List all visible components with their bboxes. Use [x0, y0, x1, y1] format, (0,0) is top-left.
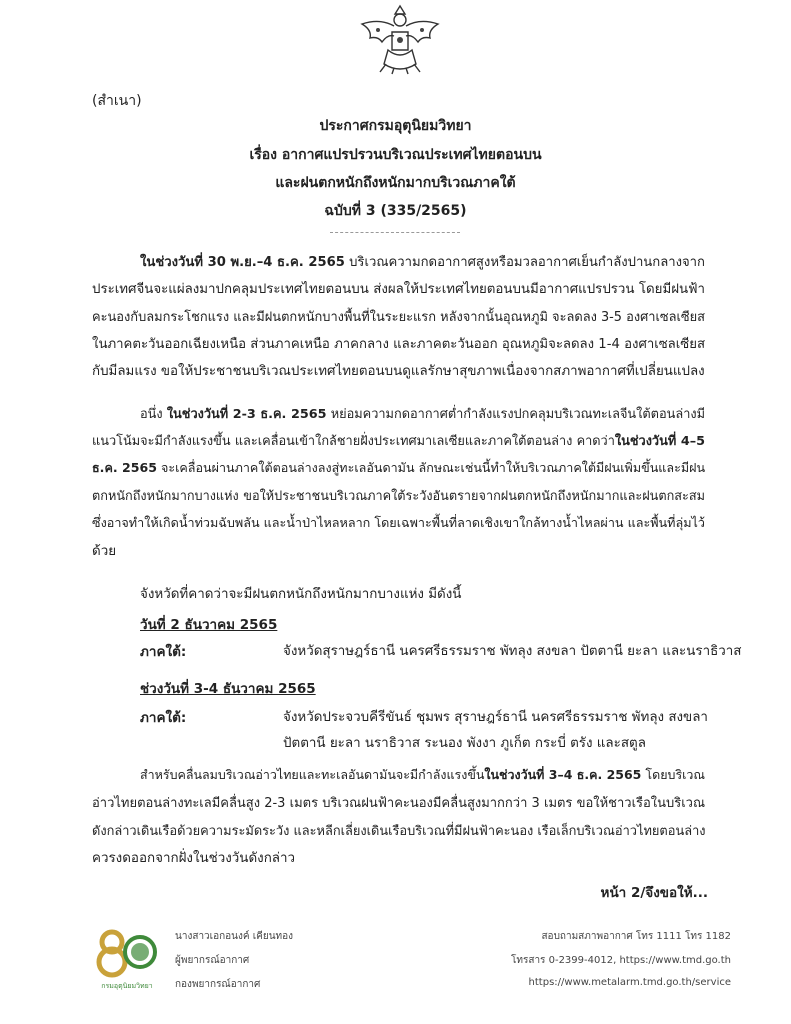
forecaster-title: ผู้พยากรณ์อากาศ [175, 955, 250, 966]
body-text-segment: ประเทศจีนจะแผ่ลงมาปกคลุมประเทศไทยตอนบน ส่งผลให้ประเทศไทยตอนบนมีอากาศแปรปรวน โดยมีฝนฟ้า [92, 282, 705, 298]
paragraph-2-line [92, 485, 705, 506]
issue-number: ฉบับที่ 3 (335/2565) [324, 203, 467, 219]
paragraph-3-line [92, 820, 705, 841]
paragraph-2-line [92, 540, 705, 561]
tmd-80th-logo [92, 924, 162, 994]
body-text-segment: โดยบริเวณ [641, 767, 706, 782]
body-text-segment: หย่อมความกดอากาศต่ำกำลังแรงปกคลุมบริเวณทะเลจีนใต้ตอนล่างมี [326, 407, 706, 422]
bold-date-text: ในช่วงวันที่ 3–4 ธ.ค. 2565 [484, 767, 642, 782]
paragraph-2-line [92, 430, 705, 451]
body-text-segment: จะเคลื่อนผ่านภาคใต้ตอนล่างลงสู่ทะเลอันดามัน ลักษณะเช่นนี้ทำให้บริเวณภาคใต้มีฝนเพิ่มขึ้นและมีฝน [156, 459, 706, 475]
body-text-segment: แนวโน้มจะมีกำลังแรงขึ้น และเคลื่อนเข้าใกล้ชายฝั่งประเทศมาเลเซียและภาคใต้ตอนล่าง คาดว่า [92, 434, 615, 450]
separator [330, 232, 460, 233]
body-text-segment: บริเวณความกดอากาศสูงหรือมวลอากาศเย็นกำลังปานกลางจาก [344, 255, 705, 270]
body-text-segment: ตกหนักถึงหนักมากบางแห่ง ขอให้ประชาชนบริเวณภาคใต้ระวังอันตรายจากฝนตกหนักถึงหนักมากและฝนตกสะสม [92, 487, 705, 503]
bold-date-text: ในช่วงวันที่ 30 พ.ย.–4 ธ.ค. 2565 [140, 255, 345, 270]
paragraph-2-line [92, 512, 705, 533]
paragraph-2-line [140, 403, 705, 424]
day1-region: ภาคใต้: [140, 644, 187, 660]
day1-provinces: จังหวัดสุราษฎร์ธานี นครศรีธรรมราช พัทลุง สงขลา ปัตตานี ยะลา และนราธิวาส [283, 644, 742, 659]
forecaster-name: นางสาวเอกอนงค์ เคียนทอง [175, 931, 294, 942]
contact-fax-web[interactable]: โทรสาร 0-2399-4012, https://www.tmd.go.th [511, 955, 731, 966]
paragraph-3-line [92, 792, 705, 813]
day2-region: ภาคใต้: [140, 710, 187, 726]
body-text-segment: ควรงดออกจากฝั่งในช่วงวันดังกล่าว [92, 850, 296, 866]
bold-date-text: ในช่วงวันที่ 2-3 ธ.ค. 2565 [166, 407, 327, 422]
body-text-segment: กับมีลมแรง ขอให้ประชาชนบริเวณประเทศไทยตอนบนดูแลรักษาสุขภาพเนื่องจากสภาพอากาศที่เปลี่ยนแปลง [92, 364, 705, 380]
body-text-segment: อนึ่ง [140, 407, 167, 422]
contact-phone: สอบถามสภาพอากาศ โทร 1111 โทร 1182 [541, 931, 731, 942]
body-text-segment: ด้วย [92, 543, 117, 559]
paragraph-3-line [92, 847, 705, 868]
bold-date-text: ในช่วงวันที่ 4–5 [614, 434, 705, 450]
logo-text: กรมอุตุนิยมวิทยา [101, 982, 153, 990]
division-name: กองพยากรณ์อากาศ [175, 979, 261, 990]
body-text-segment: ซึ่งอาจทำให้เกิดน้ำท่วมฉับพลัน และน้ำป่าไหลหลาก โดยเฉพาะพื้นที่ลาดเชิงเขาใกล้ทางน้ำไหลผ่าน และพื้นที่ลุ่มไว้ [92, 515, 705, 531]
paragraph-3-line [140, 765, 705, 785]
paragraph-1-line [92, 306, 705, 327]
announcement-title: ประกาศกรมอุตุนิยมวิทยา [319, 118, 472, 134]
garuda-emblem-icon [358, 2, 442, 76]
paragraph-1-line [140, 251, 705, 272]
body-text-segment: ในภาคตะวันออกเฉียงเหนือ ส่วนภาคเหนือ ภาคกลาง และภาคตะวันออก อุณหภูมิจะลดลง 1-4 องศาเซลเซียส [92, 336, 705, 352]
body-text-segment: คะนองกับลมกระโชกแรง และมีฝนตกหนักบางพื้นที่ในระยะแรก หลังจากนั้นอุณหภูมิ จะลดลง 3-5 องศาเซลเซียส [92, 309, 705, 325]
announcement-subject: เรื่อง อากาศแปรปรวนบริเวณประเทศไทยตอนบน [249, 147, 542, 163]
paragraph-1-line [92, 278, 705, 299]
paragraph-1-line [92, 360, 705, 381]
next-page-note: หน้า 2/จึงขอให้... [600, 885, 708, 901]
day2-provinces-line2: ปัตตานี ยะลา นราธิวาส ระนอง พังงา ภูเก็ต กระบี่ ตรัง และสตูล [283, 736, 646, 751]
bold-date-text: ธ.ค. 2565 [92, 459, 157, 475]
paragraph-1-line [92, 333, 705, 354]
contact-service-link[interactable]: https://www.metalarm.tmd.go.th/service [528, 977, 731, 988]
day2-date: ช่วงวันที่ 3-4 ธันวาคม 2565 [140, 681, 316, 697]
body-text-segment: อ่าวไทยตอนล่างทะเลมีคลื่นสูง 2-3 เมตร บริเวณฝนฟ้าคะนองมีคลื่นสูงมากกว่า 3 เมตร ขอให้ชาวเรือในบริเวณ [92, 796, 705, 812]
announcement-subject-line2: และฝนตกหนักถึงหนักมากบริเวณภาคใต้ [275, 175, 516, 191]
day2-provinces: จังหวัดประจวบคีรีขันธ์ ชุมพร สุราษฎร์ธานี นครศรีธรรมราช พัทลุง สงขลา [283, 710, 708, 725]
body-text-segment: ดังกล่าวเดินเรือด้วยความระมัดระวัง และหลีกเลี่ยงเดินเรือบริเวณที่มีฝนฟ้าคะนอง เรือเล็กบริเวณอ่าวไทยตอนล่าง [92, 823, 706, 839]
body-text-segment: สำหรับคลื่นลมบริเวณอ่าวไทยและทะเลอันดามันจะมีกำลังแรงขึ้น [140, 767, 485, 782]
provinces-intro: จังหวัดที่คาดว่าจะมีฝนตกหนักถึงหนักมากบางแห่ง มีดังนี้ [140, 587, 462, 602]
day1-date: วันที่ 2 ธันวาคม 2565 [140, 617, 278, 633]
paragraph-2-line [92, 458, 705, 478]
copy-label: (สำเนา) [92, 93, 142, 109]
